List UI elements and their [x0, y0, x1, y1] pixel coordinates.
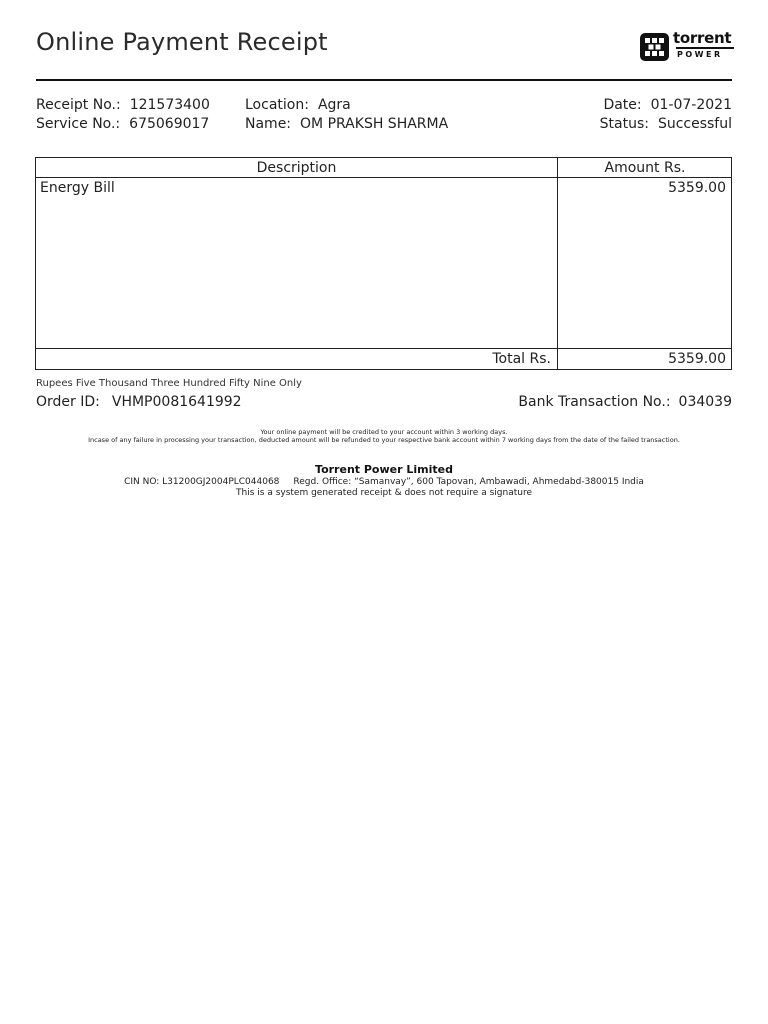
logo-rule — [676, 47, 734, 49]
service-number-value: 675069017 — [129, 116, 210, 132]
customer-name — [245, 116, 448, 132]
refund-note: Incase of any failure in processing your transaction, deducted amount will be refunded to your respective bank account within 7 working days from the date of the failed transaction. — [88, 436, 680, 444]
status-label: Status: — [599, 116, 649, 132]
status-value: Successful — [657, 116, 732, 132]
payment-status — [600, 116, 732, 132]
customer-name-label: Name: — [245, 116, 292, 132]
amount-in-words: Rupees Five Thousand Three Hundred Fifty Nine Only — [36, 378, 302, 389]
torrent-logo-mark-icon — [640, 33, 669, 61]
company-name: Torrent Power Limited — [315, 463, 453, 476]
date-value: 01-07-2021 — [650, 97, 732, 113]
receipt-date — [603, 97, 732, 113]
company-registration — [0, 477, 768, 487]
logo-wordmark: torrent — [673, 29, 732, 47]
service-number-label: Service No.: — [36, 116, 121, 132]
torrent-power-logo — [640, 29, 734, 62]
location — [245, 97, 351, 113]
table-row-amount: 5359.00 — [668, 180, 726, 196]
bank-transaction-value: 034039 — [678, 394, 732, 410]
order-id — [36, 394, 242, 410]
system-generated-note: This is a system generated receipt & does not require a signature — [236, 488, 532, 498]
header-divider — [36, 79, 732, 81]
page-title: Online Payment Receipt — [36, 28, 328, 56]
date-label: Date: — [603, 97, 642, 113]
bank-transaction — [518, 394, 732, 410]
bill-table — [35, 157, 732, 370]
customer-name-value: OM PRAKSH SHARMA — [300, 116, 449, 132]
location-label: Location: — [245, 97, 309, 113]
location-value: Agra — [317, 97, 351, 113]
order-id-label: Order ID: — [36, 394, 100, 410]
receipt-number-value: 121573400 — [129, 97, 210, 113]
cin-number: CIN NO: L31200GJ2004PLC044068 — [124, 477, 280, 487]
receipt-number — [36, 97, 210, 113]
receipt-number-label: Receipt No.: — [36, 97, 121, 113]
bank-transaction-label: Bank Transaction No.: — [518, 394, 671, 410]
column-header-description: Description — [256, 160, 337, 176]
column-header-amount: Amount Rs. — [604, 160, 686, 176]
total-label: Total Rs. — [492, 351, 551, 367]
service-number — [36, 116, 209, 132]
total-value: 5359.00 — [668, 351, 726, 367]
table-total-divider — [36, 348, 731, 349]
table-row-description: Energy Bill — [40, 180, 115, 196]
credit-note: Your online payment will be credited to your account within 3 working days. — [260, 428, 508, 436]
logo-subtitle: POWER — [677, 50, 723, 59]
order-id-value: VHMP0081641992 — [111, 394, 242, 410]
registered-office: Regd. Office: “Samanvay”, 600 Tapovan, Ambawadi, Ahmedabd-380015 India — [293, 477, 644, 487]
table-header-divider — [36, 177, 731, 178]
table-column-divider — [557, 158, 558, 369]
